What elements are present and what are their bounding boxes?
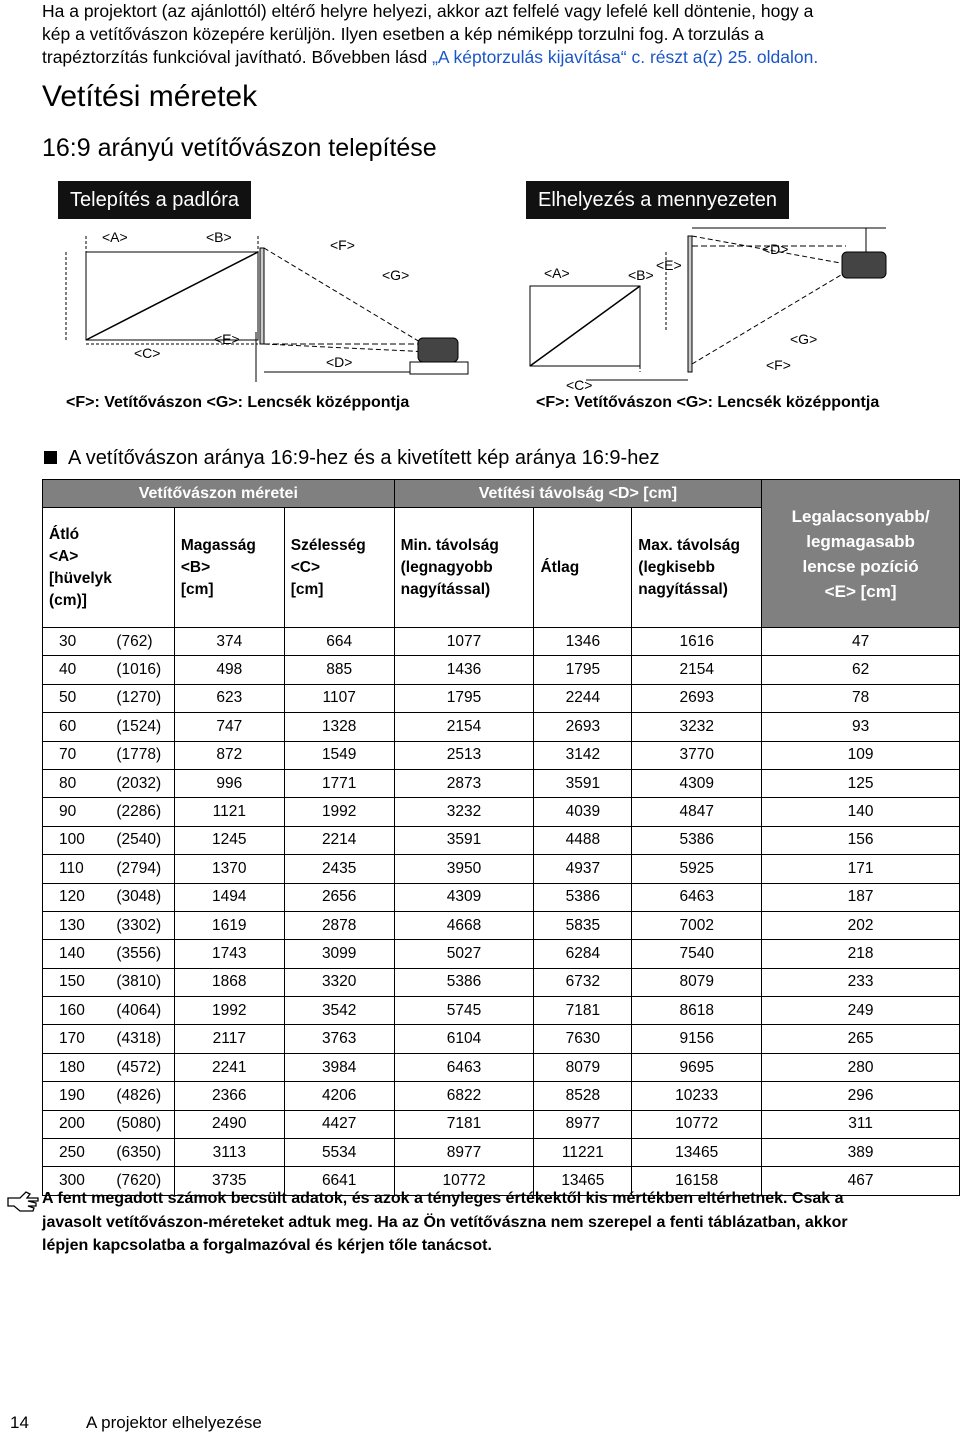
floor-install-diagram <box>58 222 470 382</box>
header-line: Átló <box>49 525 80 543</box>
table-cell: (3556) <box>112 940 174 968</box>
table-cell: 2873 <box>394 769 534 797</box>
table-cell: 1370 <box>174 855 284 883</box>
table-cell: 1743 <box>174 940 284 968</box>
lens-position-line: <E> [cm] <box>824 581 897 601</box>
lens-position-line: Legalacsonyabb/ <box>791 506 930 526</box>
table-cell: 1328 <box>284 713 394 741</box>
table-row <box>43 826 960 854</box>
square-bullet-icon <box>44 451 57 464</box>
table-cell: 8977 <box>534 1110 632 1138</box>
table-cell: 5534 <box>284 1139 394 1167</box>
table-cell: 5745 <box>394 997 534 1025</box>
table-cell: 4039 <box>534 798 632 826</box>
table-cell: 180 <box>43 1053 113 1081</box>
label-a: <A> <box>102 229 128 245</box>
table-cell: 10772 <box>394 1167 534 1195</box>
projector <box>418 338 458 362</box>
label-c: <C> <box>134 345 161 361</box>
table-cell: 2244 <box>534 684 632 712</box>
table-cell: 6732 <box>534 968 632 996</box>
table-row <box>43 968 960 996</box>
header-line: Magasság <box>180 536 256 554</box>
table-cell: 2513 <box>394 741 534 769</box>
table-cell: 4427 <box>284 1110 394 1138</box>
table-cell: 120 <box>43 883 113 911</box>
table-cell: 7630 <box>534 1025 632 1053</box>
table-cell: (6350) <box>112 1139 174 1167</box>
table-cell: 6463 <box>632 883 762 911</box>
page-title: Vetítési méretek <box>42 80 258 113</box>
label-d: <D> <box>762 241 789 257</box>
table-row <box>43 769 960 797</box>
header-line: Szélesség <box>290 536 366 554</box>
table-cell: 6641 <box>284 1167 394 1195</box>
label-g: <G> <box>790 331 818 347</box>
table-cell: 160 <box>43 997 113 1025</box>
header-line: [hüvelyk <box>49 569 112 587</box>
table-cell: 3950 <box>394 855 534 883</box>
table-row <box>43 798 960 826</box>
note-line-1: A fent megadott számok becsült adatok, és azok a tényleges értékektől kis mértékben eltérhetnek. Csak a <box>42 1190 844 1207</box>
table-cell: 280 <box>762 1053 960 1081</box>
table-cell: 265 <box>762 1025 960 1053</box>
table-cell: 2435 <box>284 855 394 883</box>
table-cell: 156 <box>762 826 960 854</box>
table-cell: 13465 <box>632 1139 762 1167</box>
table-cell: 3770 <box>632 741 762 769</box>
table-cell: 4488 <box>534 826 632 854</box>
table-cell: 80 <box>43 769 113 797</box>
screen-size-group-header: Vetítővászon méretei <box>43 480 395 508</box>
header-line: [cm] <box>180 580 214 598</box>
table-cell: 6104 <box>394 1025 534 1053</box>
table-cell: 202 <box>762 911 960 939</box>
table-cell: 3232 <box>394 798 534 826</box>
label-f: <F> <box>330 237 355 253</box>
table-cell: 5386 <box>534 883 632 911</box>
table-row <box>43 713 960 741</box>
table-cell: 300 <box>43 1167 113 1195</box>
table-cell: 60 <box>43 713 113 741</box>
note-text <box>42 1187 957 1258</box>
table-cell: (4572) <box>112 1053 174 1081</box>
table-row <box>43 656 960 684</box>
table-cell: 311 <box>762 1110 960 1138</box>
table-cell: 50 <box>43 684 113 712</box>
table-cell: 250 <box>43 1139 113 1167</box>
table-cell: 10233 <box>632 1082 762 1110</box>
table-cell: 2214 <box>284 826 394 854</box>
table-row <box>43 1053 960 1081</box>
table-cell: 4937 <box>534 855 632 883</box>
table-cell: (3048) <box>112 883 174 911</box>
table-cell: 190 <box>43 1082 113 1110</box>
table-cell: 9695 <box>632 1053 762 1081</box>
table-row <box>43 1139 960 1167</box>
diagonal-line <box>530 286 640 366</box>
table-cell: 996 <box>174 769 284 797</box>
label-f: <F> <box>766 357 791 373</box>
table-cell: (2032) <box>112 769 174 797</box>
table-cell: 4847 <box>632 798 762 826</box>
table-cell: 872 <box>174 741 284 769</box>
table-cell: 7181 <box>394 1110 534 1138</box>
intro-line-1: Ha a projektort (az ajánlottól) eltérő helyre helyezi, akkor azt felfelé vagy lefelé kell döntenie, hogy a <box>42 1 814 21</box>
distance-group-header: Vetítési távolság <D> [cm] <box>394 480 762 508</box>
table-cell: 2154 <box>394 713 534 741</box>
projection-size-table <box>42 479 960 1196</box>
table-cell: 8977 <box>394 1139 534 1167</box>
table-cell: 4309 <box>632 769 762 797</box>
table-cell: 4206 <box>284 1082 394 1110</box>
note-line-2: javasolt vetítővászon-méreteket adtuk meg. Ha az Ön vetítővászna nem szerepel a fenti táblázatban, akkor <box>42 1213 848 1231</box>
table-cell: 1619 <box>174 911 284 939</box>
header-line: nagyítással) <box>400 580 491 598</box>
table-cell: (5080) <box>112 1110 174 1138</box>
table-cell: (7620) <box>112 1167 174 1195</box>
label-c: <C> <box>566 377 593 393</box>
table-cell: (3302) <box>112 911 174 939</box>
screen-side-view <box>688 236 692 372</box>
table-cell: (1270) <box>112 684 174 712</box>
table-cell: 467 <box>762 1167 960 1195</box>
header-line: <C> <box>290 558 321 576</box>
table-row <box>43 1110 960 1138</box>
table-cell: 2693 <box>632 684 762 712</box>
table-cell: 3113 <box>174 1139 284 1167</box>
table-cell: 170 <box>43 1025 113 1053</box>
intro-line-3-text: trapéztorzítás funkcióval javítható. Bővebben lásd <box>42 47 433 67</box>
header-line: <B> <box>180 558 211 576</box>
table-row <box>43 911 960 939</box>
table-cell: 78 <box>762 684 960 712</box>
table-cell: 140 <box>43 940 113 968</box>
table-cell: 498 <box>174 656 284 684</box>
label-e: <E> <box>656 257 682 273</box>
table-cell: 16158 <box>632 1167 762 1195</box>
footer-section-title: A projektor elhelyezése <box>86 1413 262 1432</box>
table-cell: 40 <box>43 656 113 684</box>
table-cell: 4668 <box>394 911 534 939</box>
lens-position-header <box>762 480 960 628</box>
table-row <box>43 628 960 656</box>
table-cell: 70 <box>43 741 113 769</box>
table-cell: 1616 <box>632 628 762 656</box>
table-cell: 90 <box>43 798 113 826</box>
table-cell: 2241 <box>174 1053 284 1081</box>
table-cell: 1549 <box>284 741 394 769</box>
table-cell: 664 <box>284 628 394 656</box>
table-cell: 1346 <box>534 628 632 656</box>
average-distance-header <box>534 508 632 628</box>
table-row <box>43 997 960 1025</box>
table-cell: 8528 <box>534 1082 632 1110</box>
table-cell: 200 <box>43 1110 113 1138</box>
intro-line-2: kép a vetítővászon közepére kerüljön. Ilyen esetben a kép némiképp torzulni fog. A torzulás a <box>42 24 764 44</box>
table-cell: 3591 <box>394 826 534 854</box>
floor-install-tab: Telepítés a padlóra <box>58 181 251 219</box>
header-line: <A> <box>49 547 79 565</box>
header-line: (legnagyobb <box>400 558 493 576</box>
label-g: <G> <box>382 267 410 283</box>
table-cell: 4309 <box>394 883 534 911</box>
table-cell: 3735 <box>174 1167 284 1195</box>
table-cell: 6284 <box>534 940 632 968</box>
table-cell: 1795 <box>534 656 632 684</box>
table-cell: 100 <box>43 826 113 854</box>
label-b: <B> <box>206 229 232 245</box>
table-cell: 389 <box>762 1139 960 1167</box>
table-cell: 1494 <box>174 883 284 911</box>
table-cell: 2693 <box>534 713 632 741</box>
table-row <box>43 1082 960 1110</box>
table-cell: (1016) <box>112 656 174 684</box>
table-cell: (2286) <box>112 798 174 826</box>
table-cell: 171 <box>762 855 960 883</box>
table-cell: (4064) <box>112 997 174 1025</box>
header-line: [cm] <box>290 580 324 598</box>
table-cell: 7181 <box>534 997 632 1025</box>
table-cell: 3763 <box>284 1025 394 1053</box>
table-cell: 2656 <box>284 883 394 911</box>
table-cell: 150 <box>43 968 113 996</box>
ceiling-diagram-caption: <F>: Vetítővászon <G>: Lencsék középpontja <box>536 394 880 411</box>
min-distance-header <box>394 508 534 628</box>
table-cell: (2540) <box>112 826 174 854</box>
table-cell: 5027 <box>394 940 534 968</box>
table-cell: 623 <box>174 684 284 712</box>
table-cell: 2878 <box>284 911 394 939</box>
table-cell: (4318) <box>112 1025 174 1053</box>
table-cell: 125 <box>762 769 960 797</box>
cross-reference-link[interactable]: „A képtorzulás kijavítása“ c. részt a(z) 25. oldalon. <box>432 47 819 67</box>
table-cell: 2490 <box>174 1110 284 1138</box>
table-cell: 1077 <box>394 628 534 656</box>
table-cell: 374 <box>174 628 284 656</box>
height-header <box>174 508 284 628</box>
table-cell: 8618 <box>632 997 762 1025</box>
table-row <box>43 684 960 712</box>
table-cell: 8079 <box>632 968 762 996</box>
header-line: Átlag <box>540 558 580 576</box>
table-cell: 1868 <box>174 968 284 996</box>
table-cell: 3142 <box>534 741 632 769</box>
table-cell: 109 <box>762 741 960 769</box>
diagonal-line <box>86 252 258 340</box>
lens-position-line: lencse pozíció <box>802 556 919 576</box>
table-cell: 62 <box>762 656 960 684</box>
table-cell: 3984 <box>284 1053 394 1081</box>
table-cell: 30 <box>43 628 113 656</box>
table-cell: 2154 <box>632 656 762 684</box>
table-cell: 5386 <box>632 826 762 854</box>
floor-diagram-caption: <F>: Vetítővászon <G>: Lencsék középpontja <box>66 394 410 411</box>
table-cell: (762) <box>112 628 174 656</box>
intro-line-3 <box>42 46 952 69</box>
table-cell: 3542 <box>284 997 394 1025</box>
header-line: (cm)] <box>49 591 87 609</box>
table-cell: 747 <box>174 713 284 741</box>
table-cell: 249 <box>762 997 960 1025</box>
note-line-3: lépjen kapcsolatba a forgalmazóval és kérjen tőle tanácsot. <box>42 1237 492 1254</box>
header-line: (legkisebb <box>638 558 715 576</box>
label-e: <E> <box>214 331 240 347</box>
max-distance-header <box>632 508 762 628</box>
table-cell: 2366 <box>174 1082 284 1110</box>
table-cell: 7540 <box>632 940 762 968</box>
table-cell: 3232 <box>632 713 762 741</box>
table-cell: 8079 <box>534 1053 632 1081</box>
screen-side-view <box>260 248 264 344</box>
table-cell: 5925 <box>632 855 762 883</box>
table-cell: 1107 <box>284 684 394 712</box>
table-row <box>43 855 960 883</box>
table-cell: 130 <box>43 911 113 939</box>
table-cell: 1795 <box>394 684 534 712</box>
table-cell: 2117 <box>174 1025 284 1053</box>
table-cell: 5835 <box>534 911 632 939</box>
header-line: nagyítással) <box>638 580 728 598</box>
table-cell: 93 <box>762 713 960 741</box>
table-cell: 3591 <box>534 769 632 797</box>
table-cell: 13465 <box>534 1167 632 1195</box>
table-cell: 3099 <box>284 940 394 968</box>
ceiling-install-tab: Elhelyezés a mennyezeten <box>526 181 789 219</box>
table-cell: 1245 <box>174 826 284 854</box>
intro-paragraph <box>42 0 952 69</box>
table-cell: 1771 <box>284 769 394 797</box>
table-row <box>43 940 960 968</box>
table-cell: 1121 <box>174 798 284 826</box>
section-subtitle: 16:9 arányú vetítővászon telepítése <box>42 134 437 162</box>
width-header <box>284 508 394 628</box>
table-cell: 6463 <box>394 1053 534 1081</box>
table-row <box>43 1025 960 1053</box>
table-cell: (1524) <box>112 713 174 741</box>
diagonal-header <box>43 508 175 628</box>
table-cell: 1436 <box>394 656 534 684</box>
table-cell: 1992 <box>284 798 394 826</box>
table-cell: (1778) <box>112 741 174 769</box>
table-title: A vetítővászon aránya 16:9-hez és a kivetített kép aránya 16:9-hez <box>68 447 660 469</box>
ceiling-install-diagram <box>526 222 946 394</box>
page-number: 14 <box>10 1413 29 1432</box>
header-line: Max. távolság <box>638 536 740 554</box>
table-cell: 110 <box>43 855 113 883</box>
table-cell: 3320 <box>284 968 394 996</box>
label-d: <D> <box>326 354 353 370</box>
note-hand-icon <box>6 1188 40 1212</box>
table-cell: 7002 <box>632 911 762 939</box>
table-cell: (4826) <box>112 1082 174 1110</box>
table-row <box>43 741 960 769</box>
table-cell: (2794) <box>112 855 174 883</box>
table-cell: 1992 <box>174 997 284 1025</box>
table-row <box>43 883 960 911</box>
table-cell: 6822 <box>394 1082 534 1110</box>
projector <box>842 252 886 278</box>
label-b: <B> <box>628 267 654 283</box>
table-cell: 187 <box>762 883 960 911</box>
table-cell: 140 <box>762 798 960 826</box>
table-cell: 5386 <box>394 968 534 996</box>
table-cell: 233 <box>762 968 960 996</box>
table-cell: 47 <box>762 628 960 656</box>
table-cell: 296 <box>762 1082 960 1110</box>
label-a: <A> <box>544 265 570 281</box>
table-cell: 10772 <box>632 1110 762 1138</box>
header-line: Min. távolság <box>400 536 499 554</box>
table-cell: 218 <box>762 940 960 968</box>
table-cell: 885 <box>284 656 394 684</box>
table-cell: 9156 <box>632 1025 762 1053</box>
table-cell: 11221 <box>534 1139 632 1167</box>
table-cell: (3810) <box>112 968 174 996</box>
lens-position-line: legmagasabb <box>806 531 915 551</box>
